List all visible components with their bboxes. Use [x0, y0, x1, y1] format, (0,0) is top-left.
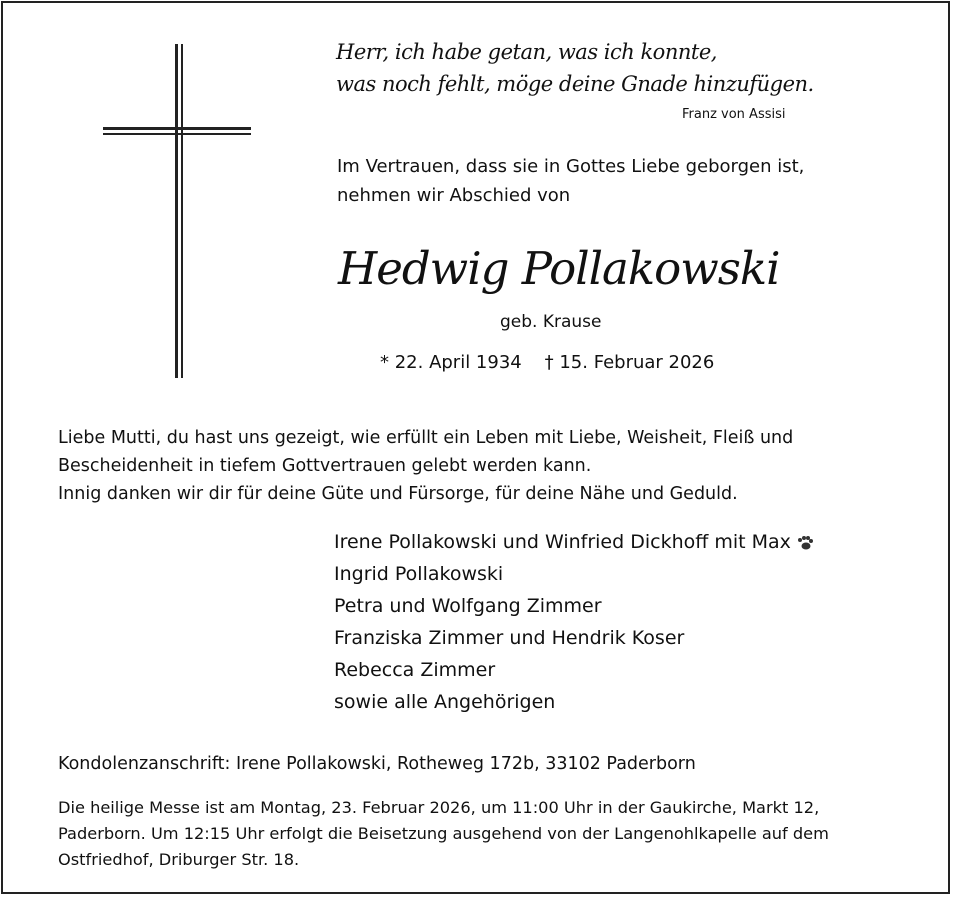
paw-print-icon — [796, 535, 814, 551]
tribute-line-2: Bescheidenheit in tiefem Gottvertrauen gelebt werden kann. — [58, 456, 592, 476]
life-dates: * 22. April 1934 † 15. Februar 2026 — [380, 352, 715, 373]
service-line-2: Paderborn. Um 12:15 Uhr erfolgt die Beisetzung ausgehend von der Langenohlkapelle auf dem — [58, 824, 829, 843]
service-line-3: Ostfriedhof, Driburger Str. 18. — [58, 850, 300, 869]
signer-item: Ingrid Pollakowski — [334, 563, 504, 585]
signers-list — [334, 526, 814, 718]
birth-name: geb. Krause — [500, 312, 602, 332]
signer-item: Franziska Zimmer und Hendrik Koser — [334, 627, 685, 649]
tribute-line-3: Innig danken wir dir für deine Güte und Fürsorge, für deine Nähe und Geduld. — [58, 484, 738, 504]
quote-author: Franz von Assisi — [682, 107, 786, 122]
quote-line-1: Herr, ich habe getan, was ich konnte, — [336, 40, 717, 64]
cross-icon — [103, 44, 251, 378]
intro-text — [337, 152, 804, 210]
signer-item: Petra und Wolfgang Zimmer — [334, 595, 602, 617]
quote-line-2: was noch fehlt, möge deine Gnade hinzufügen. — [336, 72, 814, 96]
bible-quote — [336, 36, 814, 100]
signer-item — [334, 526, 814, 558]
intro-line-2: nehmen wir Abschied von — [337, 185, 571, 206]
deceased-name: Hedwig Pollakowski — [338, 242, 780, 295]
tribute-text — [58, 424, 793, 508]
service-line-1: Die heilige Messe ist am Montag, 23. Februar 2026, um 11:00 Uhr in der Gaukirche, Markt 12, — [58, 798, 820, 817]
condolence-address: Kondolenzanschrift: Irene Pollakowski, Rotheweg 172b, 33102 Paderborn — [58, 754, 696, 774]
tribute-line-1: Liebe Mutti, du hast uns gezeigt, wie erfüllt ein Leben mit Liebe, Weisheit, Fleiß und — [58, 428, 794, 448]
signer-item: sowie alle Angehörigen — [334, 691, 556, 713]
signer-name: Irene Pollakowski und Winfried Dickhoff mit Max — [334, 531, 791, 553]
signer-item: Rebecca Zimmer — [334, 659, 496, 681]
service-info — [58, 795, 829, 873]
intro-line-1: Im Vertrauen, dass sie in Gottes Liebe geborgen ist, — [337, 156, 805, 177]
